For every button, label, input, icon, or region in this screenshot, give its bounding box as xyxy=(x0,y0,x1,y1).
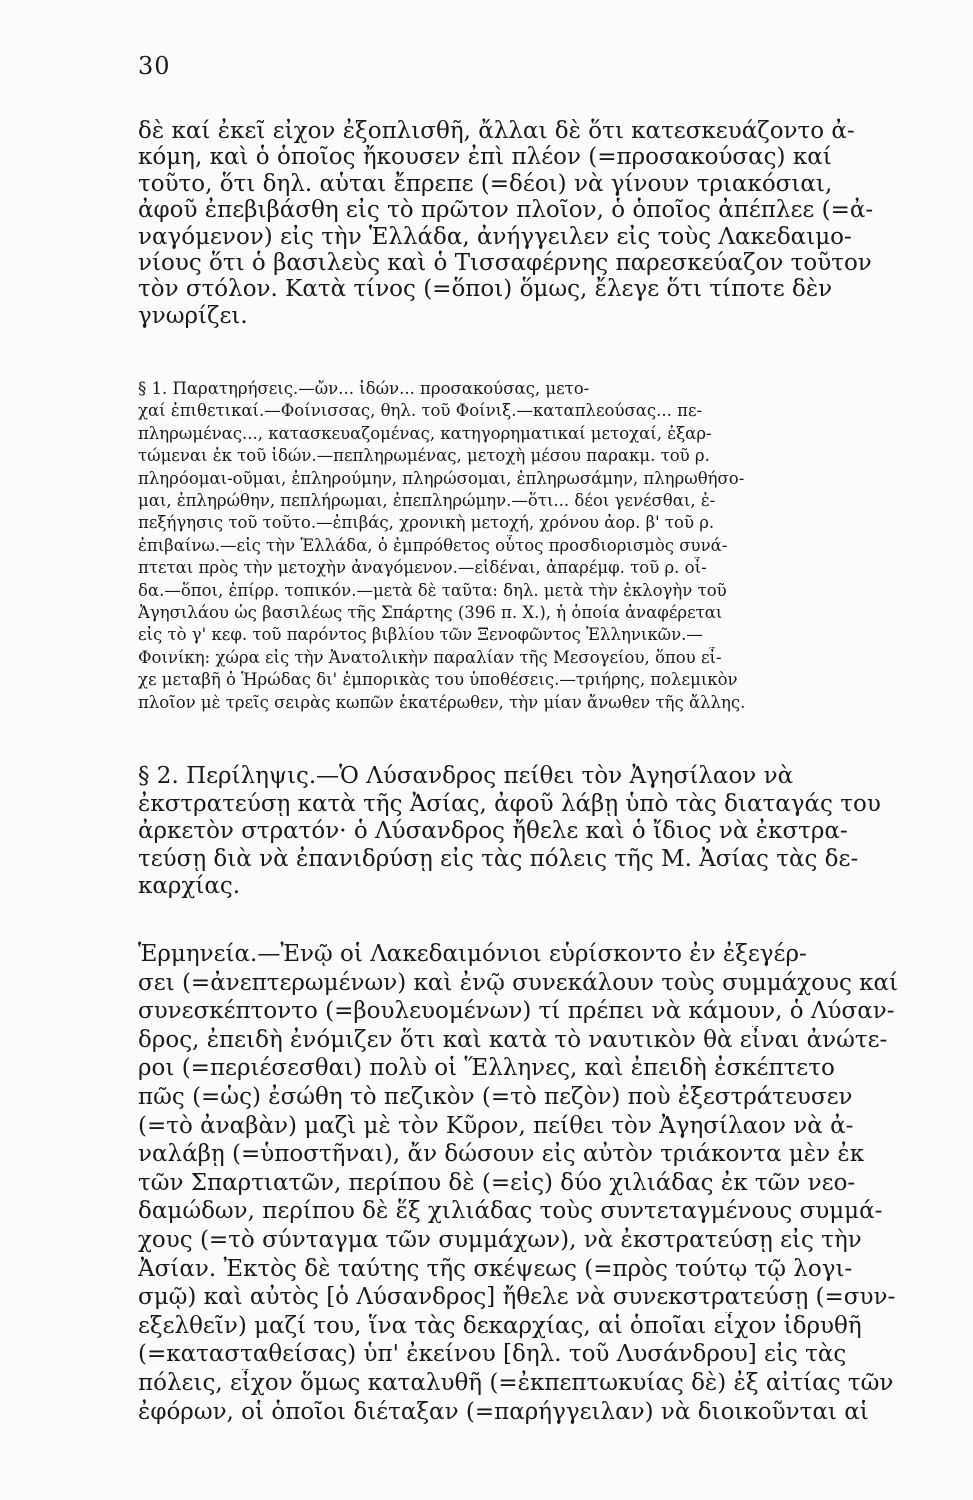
note-line: εἰς τὸ γ' κεφ. τοῦ παρόντος βιβλίου τῶν Ξενοφῶντος Ἑλληνικῶν.— xyxy=(138,625,703,645)
text-line: Ἀσίαν. Ἐκτὸς δὲ ταύτης τῆς σκέψεως (=πρὸς τούτῳ τῷ λογι- xyxy=(138,1255,853,1282)
paragraph-continuation xyxy=(138,118,958,329)
text-line: νίους ὅτι ὁ βασιλεὺς καὶ ὁ Τισσαφέρνης παρεσκεύαζον τοῦτον xyxy=(138,250,872,277)
text-line: τὸν στόλον. Κατὰ τίνος (=ὅποι) ὅμως, ἔλεγε ὅτι τίποτε δὲν xyxy=(138,276,833,303)
text-line: καρχίας. xyxy=(138,873,241,899)
text-line: ἀφοῦ ἐπεβιβάσθη εἰς τὸ πρῶτον πλοῖον, ὁ ὁποῖος ἀπέπλεε (=ἀ- xyxy=(138,197,874,224)
text-line: σμῷ) καὶ αὐτὸς [ὁ Λύσανδρος] ἤθελε νὰ συνεκστρατεύσῃ (=συν- xyxy=(138,1284,896,1311)
text-line: γνωρίζει. xyxy=(138,302,248,329)
text-line: (=τὸ ἀναβὰν) μαζὶ μὲ τὸν Κῦρον, πείθει τὸν Ἀγησίλαον νὰ ἀ- xyxy=(138,1112,854,1139)
note-line: χαί ἐπιθετικαί.—Φοίνισσας, θηλ. τοῦ Φοίνιξ.—καταπλεούσας... πε- xyxy=(138,401,703,421)
text-line: ροι (=περιέσεσθαι) πολὺ οἱ Ἕλληνες, καὶ ἐπειδὴ ἐσκέπτετο xyxy=(138,1055,835,1082)
note-line: τώμεναι ἐκ τοῦ ἰδών.—πεπληρωμένας, μετοχὴ μέσου παρακμ. τοῦ ρ. xyxy=(138,446,710,466)
text-line: Ἑρμηνεία.—Ἐνῷ οἱ Λακεδαιμόνιοι εὑρίσκοντο ἐν ἐξεγέρ- xyxy=(138,941,807,967)
text-line: χους (=τὸ σύνταγμα τῶν συμμάχων), νὰ ἐκστρατεύσῃ εἰς τὴν xyxy=(138,1226,862,1253)
text-line: ναλάβῃ (=ὑποστῆναι), ἄν δώσουν εἰς αὐτὸν τριάκοντα μὲν ἐκ xyxy=(138,1141,865,1168)
text-line: σει (=ἀνεπτερωμένων) καὶ ἐνῷ συνεκάλουν τοὺς συμμάχους καί xyxy=(138,969,899,996)
page-number: 30 xyxy=(138,52,171,80)
note-line: δα.—ὅποι, ἐπίρρ. τοπικόν.—μετὰ δὲ ταῦτα: δηλ. μετὰ τὴν ἐκλογὴν τοῦ xyxy=(138,580,727,600)
note-line: πεξήγησις τοῦ τοῦτο.—ἐπιβάς, χρονικὴ μετοχή, χρόνου ἀορ. β' τοῦ ρ. xyxy=(138,513,715,533)
text-line: συνεσκέπτοντο (=βουλευομένων) τί πρέπει νὰ κάμουν, ὁ Λύσαν- xyxy=(138,998,895,1025)
text-line: ναγόμενον) εἰς τὴν Ἑλλάδα, ἀνήγγειλεν εἰς τοὺς Λακεδαιμο- xyxy=(138,223,852,250)
note-line: πτεται πρὸς τὴν μετοχὴν ἀναγόμενον.—εἰδέναι, ἀπαρέμφ. τοῦ ρ. οἶ- xyxy=(138,558,707,578)
text-line: § 2. Περίληψις.—Ὁ Λύσανδρος πείθει τὸν Ἀγησίλαον νὰ xyxy=(138,763,794,789)
text-line: τεύσῃ διὰ νὰ ἐπανιδρύσῃ εἰς τὰς πόλεις τῆς Μ. Ἀσίας τὰς δε- xyxy=(138,845,859,872)
note-line: ἐπιβαίνω.—εἰς τὴν Ἑλλάδα, ὁ ἐμπρόθετος οὗτος προσδιορισμὸς συνά- xyxy=(138,535,728,555)
text-line: πῶς (=ὡς) ἐσώθη τὸ πεζικὸν (=τὸ πεζὸν) ποὺ ἐξεστράτευσεν xyxy=(138,1083,853,1110)
note-line: πληρόομαι-οῦμαι, ἐπληρούμην, πληρώσομαι, ἐπληρωσάμην, πληρωθήσο- xyxy=(138,468,745,488)
text-line: δαμώδων, περίπου δὲ ἕξ χιλιάδας τοὺς συντεταγμένους συμμά- xyxy=(138,1198,883,1225)
text-line: ἀρκετὸν στρατόν· ὁ Λύσανδρος ἤθελε καὶ ὁ ἴδιος νὰ ἐκστρα- xyxy=(138,818,848,844)
note-line: πλοῖον μὲ τρεῖς σειρὰς κωπῶν ἑκατέρωθεν, τὴν μίαν ἄνωθεν τῆς ἄλλης. xyxy=(138,692,746,712)
note-line: χε μεταβῆ ὁ Ἡρώδας δι' ἐμπορικὰς του ὑποθέσεις.—τριήρης, πολεμικὸν xyxy=(138,670,738,690)
text-line: ἐκστρατεύσῃ κατὰ τῆς Ἀσίας, ἀφοῦ λάβῃ ὑπὸ τὰς διαταγάς του xyxy=(138,790,881,817)
summary-section xyxy=(138,763,958,901)
note-line: § 1. Παρατηρήσεις.—ὤν... ἰδών... προσακούσας, μετο- xyxy=(138,379,590,398)
text-line: (=κατασταθείσας) ὑπ' ἐκείνου [δηλ. τοῦ Λυσάνδρου] εἰς τὰς xyxy=(138,1341,847,1368)
text-line: τοῦτο, ὅτι δηλ. αὗται ἔπρεπε (=δέοι) νὰ γίνουν τριακόσιαι, xyxy=(138,170,833,197)
interpretation-section xyxy=(138,940,958,1426)
note-line: Ἀγησιλάου ὡς βασιλέως τῆς Σπάρτης (396 π. Χ.), ἡ ὁποία ἀναφέρεται xyxy=(138,603,723,623)
text-line: εξελθεῖν) μαζί του, ἵνα τὰς δεκαρχίας, αἱ ὁποῖαι εἶχον ἱδρυθῆ xyxy=(138,1312,862,1339)
note-line: μαι, ἐπληρώθην, πεπλήρωμαι, ἐπεπληρώμην.—ὅτι... δέοι γενέσθαι, ἐ- xyxy=(138,491,716,511)
notes-section xyxy=(138,378,958,714)
text-line: δὲ καί ἐκεῖ εἶχον ἐξοπλισθῆ, ἄλλαι δὲ ὅτι κατεσκευάζοντο ἀ- xyxy=(138,118,855,144)
text-line: ἐφόρων, οἱ ὁποῖοι διέταξαν (=παρήγγειλαν) νὰ διοικοῦνται αἱ xyxy=(138,1398,869,1425)
note-line: Φοινίκη: χώρα εἰς τὴν Ἀνατολικὴν παραλίαν τῆς Μεσογείου, ὅπου εἶ- xyxy=(138,647,722,667)
text-line: πόλεις, εἶχον ὅμως καταλυθῆ (=ἐκπεπτωκυίας δὲ) ἐξ αἰτίας τῶν xyxy=(138,1369,894,1396)
text-line: δρος, ἐπειδὴ ἐνόμιζεν ὅτι καὶ κατὰ τὸ ναυτικὸν θὰ εἶναι ἀνώτε- xyxy=(138,1026,888,1053)
note-line: πληρωμένας..., κατασκευαζομένας, κατηγορηματικαί μετοχαί, ἐξαρ- xyxy=(138,423,712,443)
text-line: τῶν Σπαρτιατῶν, περίπου δὲ (=εἰς) δύο χιλιάδας ἐκ τῶν νεο- xyxy=(138,1169,856,1196)
text-line: κόμη, καὶ ὁ ὁποῖος ἤκουσεν ἐπὶ πλέον (=προσακούσας) καί xyxy=(138,144,832,171)
